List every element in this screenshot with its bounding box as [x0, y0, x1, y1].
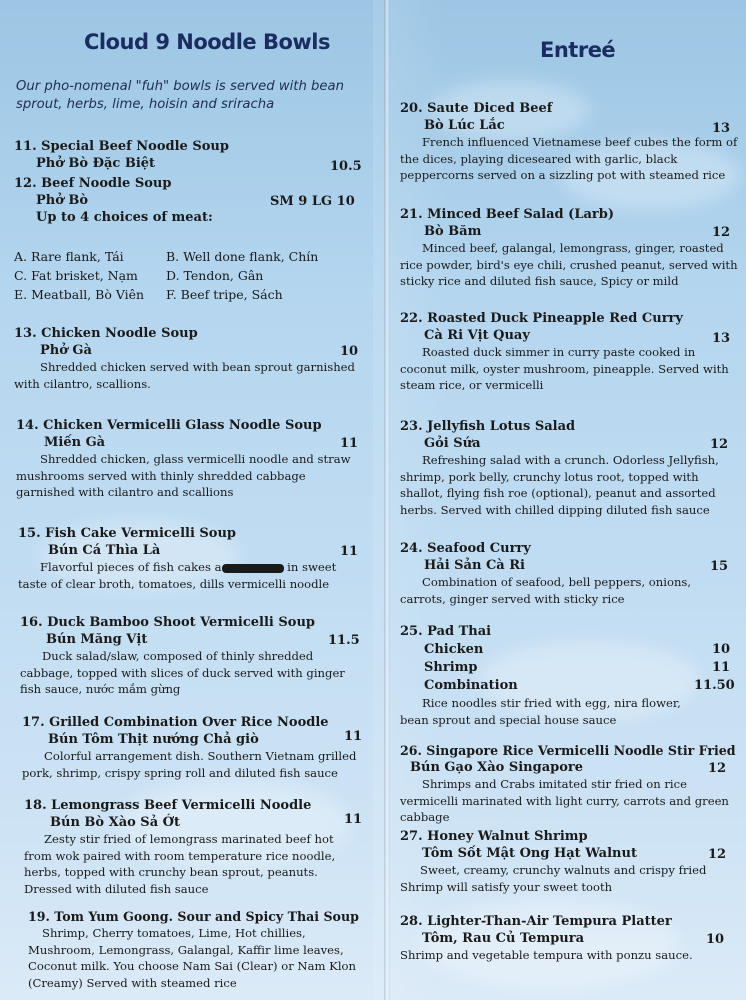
- item-description: Sweet, creamy, crunchy walnuts and crispy fried Shrimp will satisfy your sweet tooth: [400, 863, 707, 894]
- meat-choice: F. Beef tripe, Sách: [166, 287, 283, 302]
- menu-item-13: [14, 325, 360, 392]
- item-viet-name: Bún Măng Vịt: [46, 632, 148, 647]
- option-price: 10: [712, 642, 731, 657]
- right-page: [373, 0, 746, 1000]
- item-description: Shrimp and vegetable tempura with ponzu sauce.: [400, 948, 693, 962]
- item-description: Minced beef, galangal, lemongrass, ginger, roasted rice powder, bird's eye chili, crushed peanut, served with sticky rice and diluted fish sauce, Spicy or mild: [400, 241, 738, 288]
- item-price: 12: [710, 437, 729, 452]
- item-viet-name: Tôm Sốt Mật Ong Hạt Walnut: [422, 846, 637, 861]
- item-title: 19. Tom Yum Goong. Sour and Spicy Thai Soup: [28, 909, 359, 924]
- option-label: Combination: [424, 678, 518, 693]
- item-title: 11. Special Beef Noodle Soup: [14, 139, 229, 154]
- item-description: Rice noodles stir fried with egg, nira flower, bean sprout and special house sauce: [400, 696, 681, 727]
- item-viet-name: Phở Bò: [36, 193, 89, 208]
- item-viet-name: Bún Cá Thìa Là: [48, 543, 161, 558]
- item-price: 11: [344, 729, 363, 744]
- item-title: 15. Fish Cake Vermicelli Soup: [18, 526, 237, 541]
- item-title: 16. Duck Bamboo Shoot Vermicelli Soup: [20, 615, 315, 630]
- option-label: Shrimp: [424, 660, 478, 675]
- menu-item-15: [18, 525, 360, 592]
- item-title: 23. Jellyfish Lotus Salad: [400, 419, 576, 434]
- item-title: 12. Beef Noodle Soup: [14, 176, 172, 191]
- option-label: Chicken: [424, 642, 484, 657]
- item-title: 22. Roasted Duck Pineapple Red Curry: [400, 311, 683, 326]
- item-viet-name: Bún Tôm Thịt nướng Chả giò: [48, 732, 259, 747]
- menu-item-23: [400, 418, 740, 518]
- menu-item-25: [400, 623, 740, 733]
- meat-choice: E. Meatball, Bò Viên: [14, 287, 145, 302]
- item-price: 10: [340, 344, 359, 359]
- item-description: Roasted duck simmer in curry paste cooked in coconut milk, oyster mushroom, pineapple. Served with steam rice, or vermicelli: [400, 345, 729, 392]
- menu-item-28: [400, 913, 740, 964]
- item-description: Combination of seafood, bell peppers, onions, carrots, ginger served with sticky rice: [400, 575, 692, 606]
- item-title: 28. Lighter-Than-Air Tempura Platter: [400, 914, 672, 929]
- item-description: [18, 559, 360, 592]
- item-price: 13: [712, 331, 731, 346]
- item-description: Colorful arrangement dish. Southern Vietnam grilled pork, shrimp, crispy spring roll and diluted fish sauce: [22, 749, 357, 780]
- intro-text: Our pho-nomenal "fuh" bowls is served with bean sprout, herbs, lime, hoisin and sriracha: [16, 79, 344, 112]
- item-price: 12: [712, 225, 731, 240]
- item-price: 11.5: [328, 633, 360, 648]
- item-description: Shredded chicken served with bean sprout garnished with cilantro, scallions.: [14, 360, 355, 391]
- item-viet-name: Phở Bò Đặc Biệt: [36, 156, 156, 171]
- item-viet-name: Miến Gà: [44, 435, 106, 450]
- item-title: 17. Grilled Combination Over Rice Noodle: [22, 715, 329, 730]
- item-description: Refreshing salad with a crunch. Odorless Jellyfish, shrimp, pork belly, crunchy lotus root, topped with shallot, flying fish roe (optional), peanut and assorted herbs. Served with chilled dipping diluted fish sauce: [400, 453, 719, 517]
- item-viet-name: Hải Sản Cà Ri: [424, 558, 525, 573]
- page-title: Cloud 9 Noodle Bowls: [84, 30, 330, 54]
- item-viet-name: Phở Gà: [40, 343, 92, 358]
- menu-item-17: [22, 714, 363, 781]
- menu-item-24: [400, 540, 740, 607]
- item-description: Shrimps and Crabs imitated stir fried on rice vermicelli marinated with light curry, carrots and green cabbage: [400, 777, 729, 824]
- menu-item-14: [16, 417, 362, 501]
- item-price: 11: [344, 812, 363, 827]
- item-price: 11: [340, 544, 359, 559]
- menu-item-18: [24, 797, 363, 897]
- item-title: 21. Minced Beef Salad (Larb): [400, 207, 614, 222]
- item-title: 25. Pad Thai: [400, 624, 492, 639]
- item-viet-name: Gỏi Sứa: [424, 436, 481, 451]
- item-viet-name: Cà Ri Vịt Quay: [424, 328, 530, 343]
- menu-item-27: [400, 828, 740, 895]
- item-price: 15: [710, 559, 729, 574]
- item-title: 27. Honey Walnut Shrimp: [400, 829, 588, 844]
- item-description: Shredded chicken, glass vermicelli noodle and straw mushrooms served with thinly shredded cabbage garnished with cilantro and scallions: [16, 452, 351, 499]
- menu-item-26: [400, 742, 740, 826]
- redaction-mark: [222, 564, 284, 573]
- item-price: 13: [712, 121, 731, 136]
- menu-item-22: [400, 310, 740, 394]
- item-description-part: in sweet taste of clear broth, tomatoes, dills vermicelli noodle: [18, 560, 337, 591]
- menu-item-16: [20, 614, 360, 698]
- menu-item-20: [400, 100, 740, 184]
- item-description: French influenced Vietnamese beef cubes the form of the dices, playing diceseared with garlic, black peppercorns served on a sizzling pot with steamed rice: [400, 135, 738, 182]
- item-price: SM 9 LG 10: [270, 194, 355, 209]
- item-viet-name: Bún Gạo Xào Singapore: [410, 760, 584, 775]
- section-title: Entreé: [540, 38, 616, 62]
- item-price: 12: [708, 761, 727, 776]
- meat-choice: B. Well done flank, Chín: [166, 249, 319, 264]
- item-price: 10: [706, 932, 725, 947]
- item-description: Duck salad/slaw, composed of thinly shredded cabbage, topped with slices of duck served with ginger fish sauce, nước mắm gừng: [20, 649, 345, 696]
- item-title: 24. Seafood Curry: [400, 541, 531, 556]
- item-description: Zesty stir fried of lemongrass marinated beef hot from wok paired with room temperature rice noodle, herbs, topped with crunchy bean sprout, peanuts. Dressed with diluted fish sauce: [24, 832, 336, 896]
- menu-item-12: [14, 175, 360, 226]
- item-note: Up to 4 choices of meat:: [36, 210, 213, 225]
- item-price: 12: [708, 847, 727, 862]
- item-title: 14. Chicken Vermicelli Glass Noodle Soup: [16, 418, 322, 433]
- item-viet-name: Bò Băm: [424, 224, 482, 239]
- item-description-part: Flavorful pieces of fish cakes a: [40, 560, 222, 574]
- item-title: 18. Lemongrass Beef Vermicelli Noodle: [24, 798, 312, 813]
- item-title: 26. Singapore Rice Vermicelli Noodle Stir Fried: [400, 743, 736, 758]
- meat-choice: D. Tendon, Gân: [166, 268, 264, 283]
- item-description: Shrimp, Cherry tomatoes, Lime, Hot chillies, Mushroom, Lemongrass, Galangal, Kaffir lime leaves, Coconut milk. You choose Nam Sai (Clear) or Nam Klon (Creamy) Served with steamed rice: [28, 926, 356, 990]
- menu-item-11: [14, 138, 360, 172]
- item-price: 10.5: [330, 159, 362, 174]
- item-price: 11: [340, 436, 359, 451]
- item-viet-name: Bò Lúc Lắc: [424, 118, 505, 133]
- meat-choice: A. Rare flank, Tái: [14, 249, 124, 264]
- menu-item-19: [28, 908, 362, 991]
- option-price: 11: [712, 660, 731, 675]
- meat-choice: C. Fat brisket, Nạm: [14, 268, 138, 283]
- item-title: 20. Saute Diced Beef: [400, 101, 553, 116]
- item-viet-name: Tôm, Rau Củ Tempura: [422, 931, 585, 946]
- option-price: 11.50: [694, 678, 735, 693]
- item-viet-name: Bún Bò Xào Sả Ớt: [50, 815, 180, 830]
- item-title: 13. Chicken Noodle Soup: [14, 326, 198, 341]
- menu-item-21: [400, 206, 740, 290]
